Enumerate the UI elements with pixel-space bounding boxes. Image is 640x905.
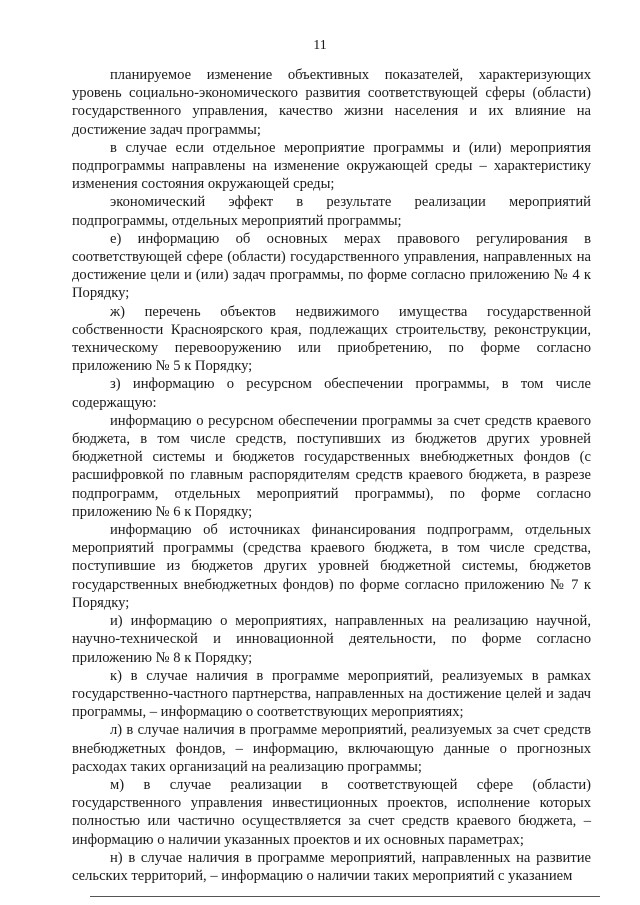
paragraph: информацию о ресурсном обеспечении программы за счет средств краевого бюджета, в том числе средств, поступивших из бюджетов других уровней бюджетной системы и бюджетов государственных внебюджетных фондов (с расшифровкой по главным распорядителям средств краевого бюджета, в разрезе подпрограмм, отдельных мероприятий программы), по форме согласно приложению № 6 к Порядку; bbox=[72, 412, 591, 520]
paragraph: экономический эффект в результате реализации мероприятий подпрограммы, отдельных мероприятий программы; bbox=[72, 194, 591, 229]
paragraph: к) в случае наличия в программе мероприятий, реализуемых в рамках государственно-частного партнерства, направленных на достижение целей и задач программы, – информацию о соответствующих мероприятиях; bbox=[72, 667, 591, 721]
paragraph: ж) перечень объектов недвижимого имущества государственной собственности Красноярского края, подлежащих строительству, реконструкции, техническому перевооружению или приобретению, по форме согласно приложению № 5 к Порядку; bbox=[72, 303, 591, 375]
paragraph: з) информацию о ресурсном обеспечении программы, в том числе содержащую: bbox=[72, 376, 591, 411]
page-bottom-line bbox=[90, 896, 600, 897]
page-number: 11 bbox=[313, 38, 327, 53]
paragraph: планируемое изменение объективных показателей, характеризующих уровень социально-экономического развития соответствующей сферы (области) государственного управления, качество жизни населения и их влияние на достижение задач программы; bbox=[72, 67, 591, 138]
paragraph: в случае если отдельное мероприятие программы и (или) мероприятия подпрограммы направлены на изменение окружающей среды – характеристику изменения состояния окружающей среды; bbox=[72, 139, 591, 193]
paragraph: л) в случае наличия в программе мероприятий, реализуемых за счет средств внебюджетных фондов, – информацию, включающую данные о прогнозных расходах таких организаций на реализацию программы; bbox=[72, 722, 591, 775]
paragraph: м) в случае реализации в соответствующей сфере (области) государственного управления инвестиционных проектов, исполнение которых полностью или частично осуществляется за счет средств краевого бюджета, – информацию о наличии указанных проектов и их основных параметрах; bbox=[72, 776, 591, 848]
paragraph: и) информацию о мероприятиях, направленных на реализацию научной, научно-технической и инновационной деятельности, по форме согласно приложению № 8 к Порядку; bbox=[72, 613, 591, 666]
document-body bbox=[72, 66, 591, 885]
paragraph: н) в случае наличия в программе мероприятий, направленных на развитие сельских территорий, – информацию о наличии таких мероприятий с указанием bbox=[72, 849, 591, 884]
paragraph: информацию об источниках финансирования подпрограмм, отдельных мероприятий программы (средства краевого бюджета, в том числе средства, поступившие из бюджетов других уровней бюджетной системы, бюджетов государственных внебюджетных фондов) по форме согласно приложению № 7 к Порядку; bbox=[72, 522, 591, 611]
paragraph: е) информацию об основных мерах правового регулирования в соответствующей сфере (области) государственного управления, направленных на достижение цели и (или) задач программы, по форме согласно приложению № 4 к Порядку; bbox=[72, 230, 591, 302]
